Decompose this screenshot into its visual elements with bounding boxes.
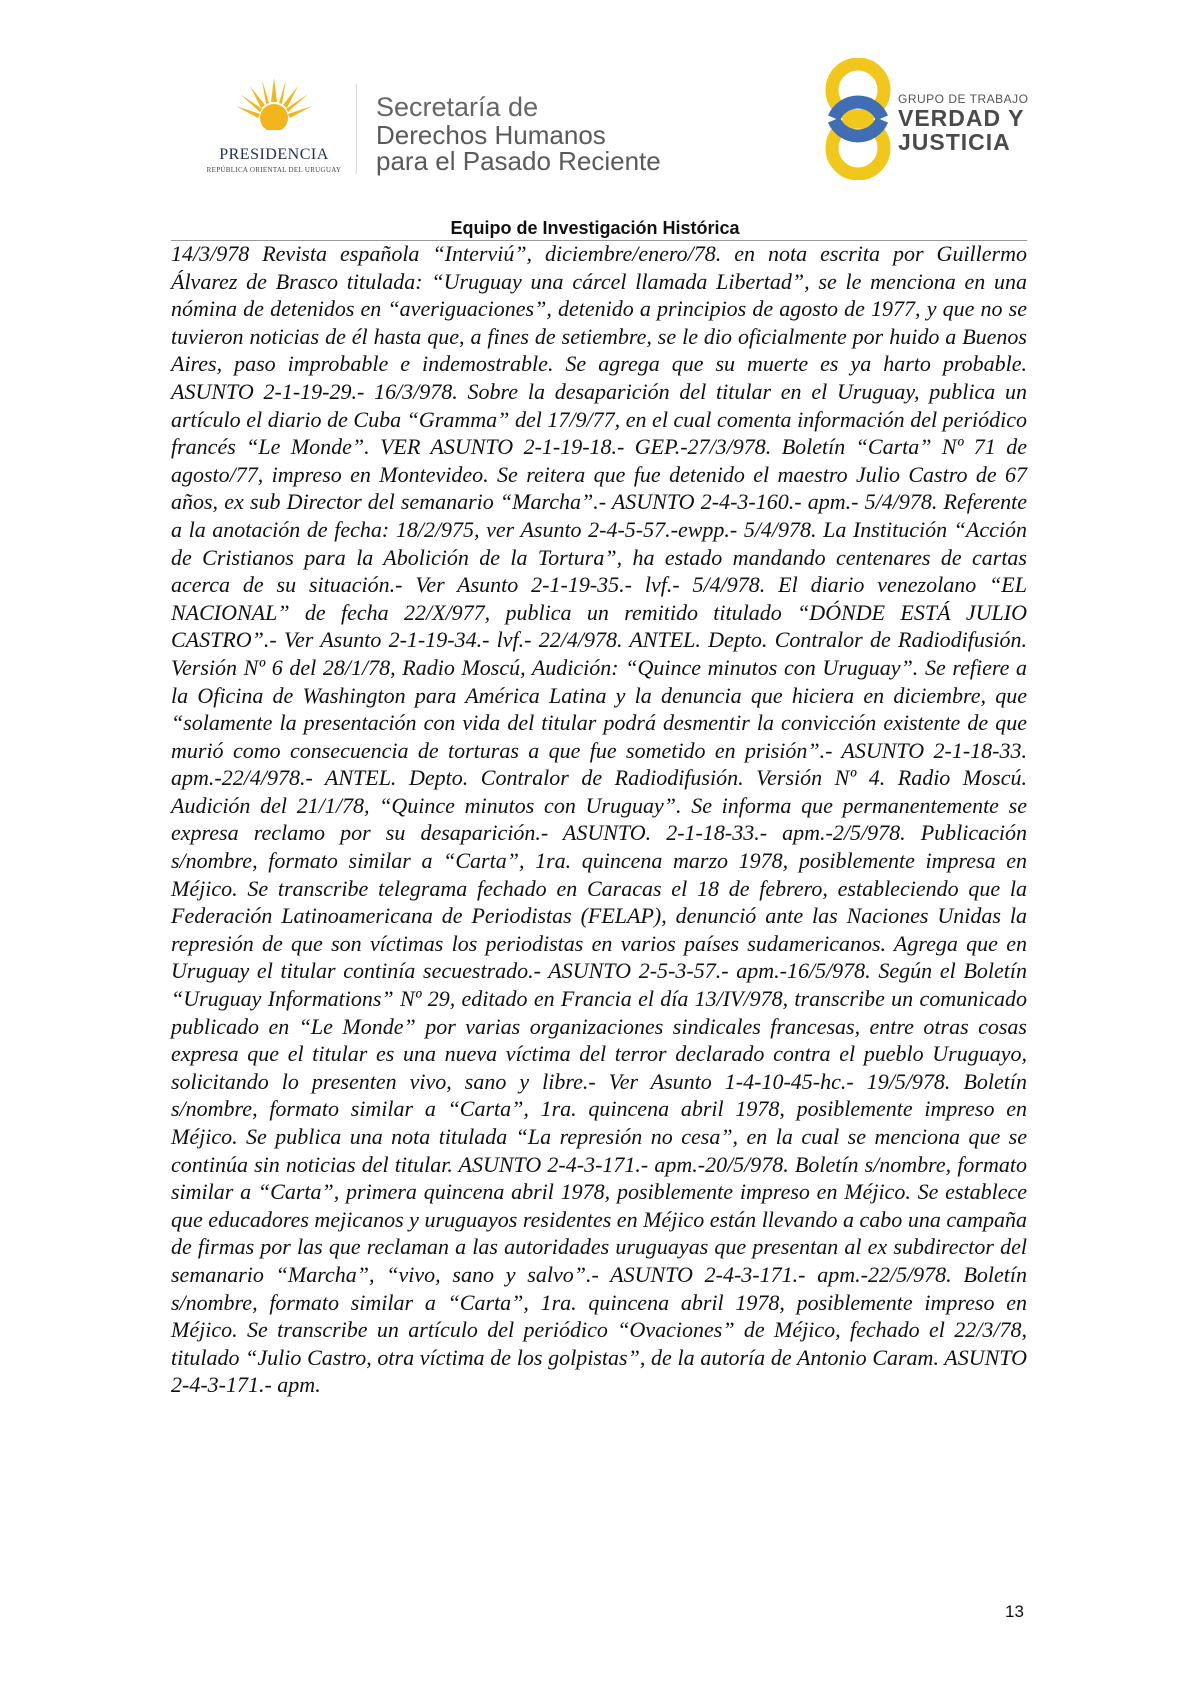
grupo-trabajo-label: GRUPO DE TRABAJO <box>898 92 1029 106</box>
presidencia-subtitle: REPÚBLICA ORIENTAL DEL URUGUAY <box>206 166 342 174</box>
presidencia-logo <box>196 78 352 180</box>
sun-icon <box>236 78 312 144</box>
header-divider <box>356 84 357 174</box>
secretaria-title <box>376 92 661 174</box>
presidencia-wordmark: PRESIDENCIA <box>219 146 329 163</box>
justicia-label: JUSTICIA <box>898 129 1011 155</box>
secretaria-line-1: Secretaría de <box>376 92 539 122</box>
secretaria-line-2: Derechos Humanos <box>376 120 606 150</box>
page-header <box>0 0 1190 215</box>
team-title: Equipo de Investigación Histórica <box>450 218 740 238</box>
verdad-label: VERDAD Y <box>898 105 1025 131</box>
secretaria-line-3: para el Pasado Reciente <box>376 146 661 176</box>
grupo-trabajo-text <box>898 92 1028 154</box>
body-paragraph: 14/3/978 Revista española “Interviú”, diciembre/enero/78. en nota escrita por Guillermo Álvarez de Brasco titulada: “Uruguay una cárcel llamada Libertad”, se le menciona en una nómina de detenidos en “averiguaciones”, detenido a principios de agosto de 1977, y que no se tuvieron noticias de él hasta que, a fines de setiembre, se le dio oficialmente por huido a Buenos Aires, paso improbable e indemostrable. Se agrega que su muerte es ya harto probable. ASUNTO 2-1-19-29.- 16/3/978. Sobre la desaparición del titular en el Uruguay, publica un artículo el diario de Cuba “Gramma” del 17/9/77, en el cual comenta información del periódico francés “Le Monde”. VER ASUNTO 2-1-19-18.- GEP.-27/3/978. Boletín “Carta” Nº 71 de agosto/77, impreso en Montevideo. Se reitera que fue detenido el maestro Julio Castro de 67 años, ex sub Director del semanario “Marcha”.- ASUNTO 2-4-3-160.- apm.- 5/4/978. Referente a la anotación de fecha: 18/2/975, ver Asunto 2-4-5-57.-ewpp.- 5/4/978. La Institución “Acción de Cristianos para la Abolición de la Tortura”, ha estado mandando centenares de cartas acerca de su situación.- Ver Asunto 2-1-19-35.- lvf.- 5/4/978. El diario venezolano “EL NACIONAL” de fecha 22/X/977, publica un remitido titulado “DÓNDE ESTÁ JULIO CASTRO”.- Ver Asunto 2-1-19-34.- lvf.- 22/4/978. ANTEL. Depto. Contralor de Radiodifusión. Versión Nº 6 del 28/1/78, Radio Moscú, Audición: “Quince minutos con Uruguay”. Se refiere a la Oficina de Washington para América Latina y la denuncia que hiciera en diciembre, que “solamente la presentación con vida del titular podrá desmentir la convicción existente de que murió como consecuencia de torturas a que fue sometido en prisión”.- ASUNTO 2-1-18-33. apm.-22/4/978.- ANTEL. Depto. Contralor de Radiodifusión. Versión Nº 4. Radio Moscú. Audición del 21/1/78, “Quince minutos con Uruguay”. Se informa que permanentemente se expresa reclamo por su desaparición.- ASUNTO. 2-1-18-33.- apm.-2/5/978. Publicación s/nombre, formato similar a “Carta”, 1ra. quincena marzo 1978, posiblemente impresa en Méjico. Se transcribe telegrama fechado en Caracas el 18 de febrero, estableciendo que la Federación Latinoamericana de Periodistas (FELAP), denunció ante las Naciones Unidas la represión de que son víctimas los periodistas en varios países sudamericanos. Agrega que en Uruguay el titular continía secuestrado.- ASUNTO 2-5-3-57.- apm.-16/5/978. Según el Boletín “Uruguay Informations” Nº 29, editado en Francia el día 13/IV/978, transcribe un comunicado publicado en “Le Monde” por varias organizaciones sindicales francesas, entre otras cosas expresa que el titular es una nueva víctima del terror declarado contra el pueblo Uruguayo, solicitando lo presenten vivo, sano y libre.- Ver Asunto 1-4-10-45-hc.- 19/5/978. Boletín s/nombre, formato similar a “Carta”, 1ra. quincena abril 1978, posiblemente impreso en Méjico. Se publica una nota titulada “La represión no cesa”, en la cual se menciona que se continúa sin noticias del titular. ASUNTO 2-4-3-171.- apm.-20/5/978. Boletín s/nombre, formato similar a “Carta”, primera quincena abril 1978, posiblemente impreso en Méjico. Se establece que educadores mejicanos y uruguayos residentes en Méjico están llevando a cabo una campaña de firmas por las que reclaman a las autoridades uruguayas que presentan al ex subdirector del semanario “Marcha”, “vivo, sano y salvo”.- ASUNTO 2-4-3-171.- apm.-22/5/978. Boletín s/nombre, formato similar a “Carta”, 1ra. quincena abril 1978, posiblemente impreso en Méjico. Se transcribe un artículo del periódico “Ovaciones” de Méjico, fechado el 22/3/78, titulado “Julio Castro, otra víctima de los golpistas”, de la autoría de Antonio Caram. ASUNTO 2-4-3-171.- apm. <box>171 241 1027 1398</box>
page-number: 13 <box>1005 1602 1024 1621</box>
